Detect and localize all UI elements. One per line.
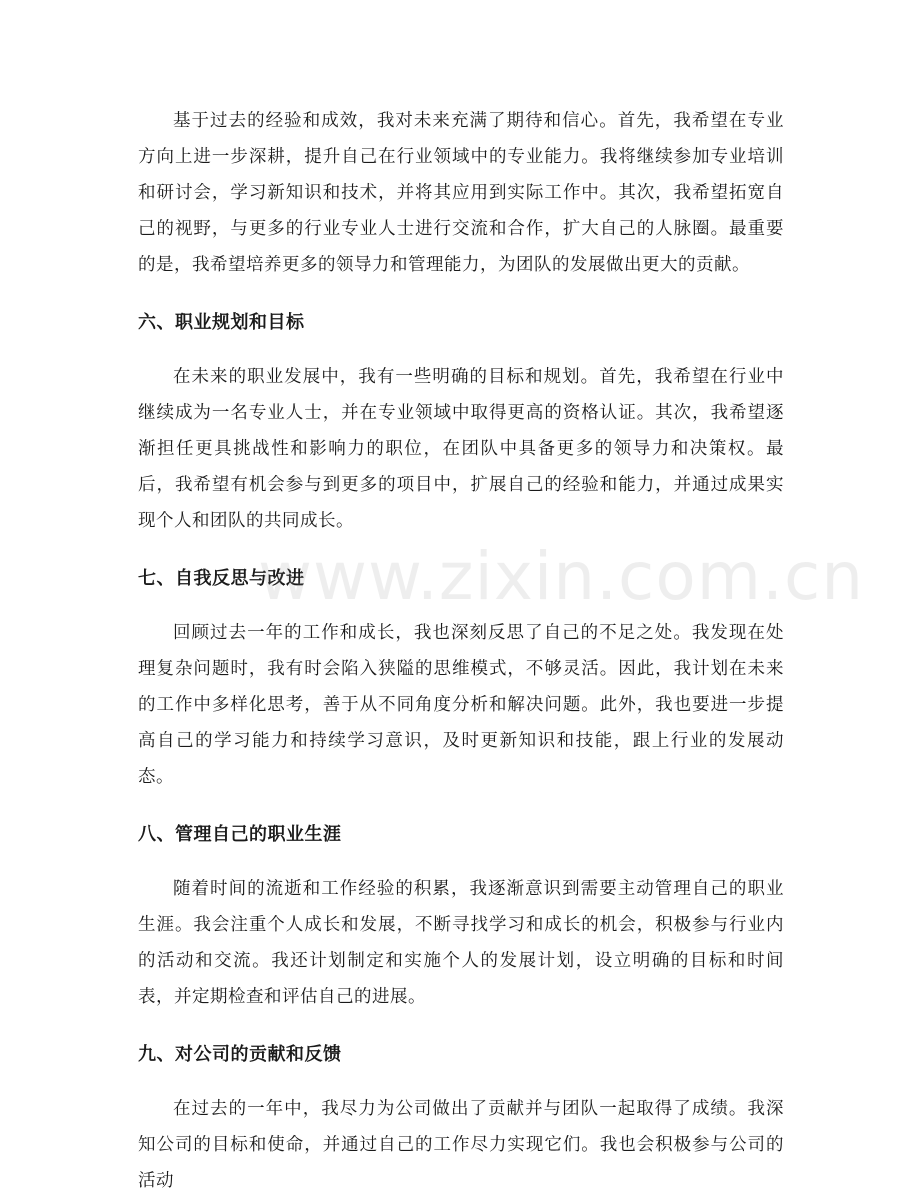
section-paragraph-6: 在未来的职业发展中，我有一些明确的目标和规划。首先，我希望在行业中继续成为一名专业人士，并在专业领域中取得更高的资格认证。其次，我希望逐渐担任更具挑战性和影响力的职位，在团队中具备更多的领导力和决策权。最后，我希望有机会参与到更多的项目中，扩展自己的经验和能力，并通过成果实现个人和团队的共同成长。 [138, 367, 784, 531]
section-heading-6: 六、职业规划和目标 [138, 312, 305, 333]
section-paragraph-9: 在过去的一年中，我尽力为公司做出了贡献并与团队一起取得了成绩。我深知公司的目标和使命，并通过自己的工作尽力实现它们。我也会积极参与公司的活动 [138, 1099, 784, 1191]
section-paragraph-8: 随着时间的流逝和工作经验的积累，我逐渐意识到需要主动管理自己的职业生涯。我会注重个人成长和发展，不断寻找学习和成长的机会，积极参与行业内的活动和交流。我还计划制定和实施个人的发展计划，设立明确的目标和时间表，并定期检查和评估自己的进展。 [138, 879, 784, 1007]
watermark-text: www.zixin.com.cn [258, 538, 865, 615]
section-heading-9: 九、对公司的贡献和反馈 [138, 1044, 342, 1065]
section-heading-8: 八、管理自己的职业生涯 [138, 824, 342, 845]
document-body [138, 103, 784, 1199]
intro-paragraph: 基于过去的经验和成效，我对未来充满了期待和信心。首先，我希望在专业方向上进一步深耕，提升自己在行业领域中的专业能力。我将继续参加专业培训和研讨会，学习新知识和技术，并将其应用到实际工作中。其次，我希望拓宽自己的视野，与更多的行业专业人士进行交流和合作，扩大自己的人脉圈。最重要的是，我希望培养更多的领导力和管理能力，为团队的发展做出更大的贡献。 [138, 111, 784, 275]
section-paragraph-7: 回顾过去一年的工作和成长，我也深刻反思了自己的不足之处。我发现在处理复杂问题时，我有时会陷入狭隘的思维模式，不够灵活。因此，我计划在未来的工作中多样化思考，善于从不同角度分析和解决问题。此外，我也要进一步提高自己的学习能力和持续学习意识，及时更新知识和技能，跟上行业的发展动态。 [138, 623, 784, 787]
section-heading-7: 七、自我反思与改进 [138, 568, 305, 589]
